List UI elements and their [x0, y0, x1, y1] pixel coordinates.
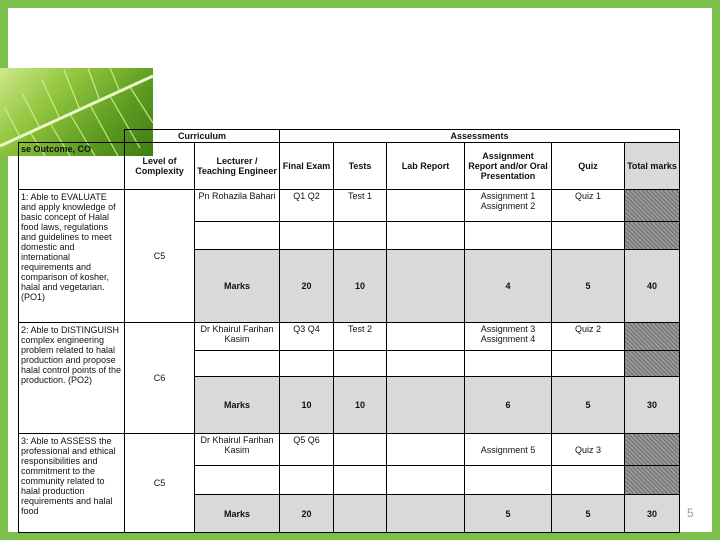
complexity-cell: C5 — [125, 190, 195, 323]
marks-total: 30 — [625, 377, 680, 434]
marks-quiz: 5 — [552, 495, 625, 533]
blank-header-cell — [19, 130, 125, 143]
lecturer-header: Lecturer / Teaching Engineer — [195, 143, 280, 190]
course-outcome-cell: 1: Able to EVALUATE and apply knowledge of basic concept of Halal food laws, regulations and guidelines to meet domestic and international requirements and comparison of kosher, halal and vegetarian. (PO1) — [19, 190, 125, 323]
assignment-cell: Assignment 1 Assignment 2 — [465, 190, 552, 222]
marks-lab-report — [387, 377, 465, 434]
empty-cell — [387, 466, 465, 495]
marks-final-exam: 10 — [280, 377, 334, 434]
final-exam-cell: Q3 Q4 — [280, 323, 334, 351]
empty-cell — [280, 222, 334, 250]
final-exam-cell: Q1 Q2 — [280, 190, 334, 222]
lab-report-cell — [387, 434, 465, 466]
slide-frame-bottom — [0, 532, 720, 540]
table-row — [19, 323, 680, 351]
empty-cell — [552, 466, 625, 495]
empty-cell — [195, 466, 280, 495]
lecturer-cell: Pn Rohazila Bahari — [195, 190, 280, 222]
empty-cell — [465, 222, 552, 250]
table-row — [19, 434, 680, 466]
total-cell-hatched — [625, 351, 680, 377]
marks-final-exam: 20 — [280, 495, 334, 533]
tests-cell: Test 2 — [334, 323, 387, 351]
marks-label: Marks — [195, 377, 280, 434]
empty-cell — [552, 351, 625, 377]
complexity-cell: C6 — [125, 323, 195, 434]
total-cell-hatched — [625, 190, 680, 222]
course-outcome-cell: 3: Able to ASSESS the professional and ethical responsibilities and commitment to the community related to halal production requirements and halal food — [19, 434, 125, 533]
complexity-cell: C5 — [125, 434, 195, 533]
total-cell-hatched — [625, 222, 680, 250]
marks-tests: 10 — [334, 377, 387, 434]
slide-frame-right — [712, 0, 720, 540]
marks-label: Marks — [195, 250, 280, 323]
assignment-cell: Assignment 5 — [465, 434, 552, 466]
empty-cell — [280, 466, 334, 495]
tests-cell — [334, 434, 387, 466]
assignment-cell: Assignment 3 Assignment 4 — [465, 323, 552, 351]
empty-cell — [465, 351, 552, 377]
final-exam-header: Final Exam — [280, 143, 334, 190]
marks-total: 40 — [625, 250, 680, 323]
marks-assignment: 5 — [465, 495, 552, 533]
empty-cell — [334, 466, 387, 495]
empty-cell — [334, 222, 387, 250]
marks-label: Marks — [195, 495, 280, 533]
quiz-cell: Quiz 3 — [552, 434, 625, 466]
empty-cell — [334, 351, 387, 377]
course-outcome-header: se Outcome, CO — [19, 143, 125, 190]
marks-lab-report — [387, 250, 465, 323]
assignment-header: Assignment Report and/or Oral Presentation — [465, 143, 552, 190]
column-header-row — [19, 143, 680, 190]
empty-cell — [195, 351, 280, 377]
marks-quiz: 5 — [552, 250, 625, 323]
quiz-cell: Quiz 1 — [552, 190, 625, 222]
marks-final-exam: 20 — [280, 250, 334, 323]
course-outcome-cell: 2: Able to DISTINGUISH complex engineering problem related to halal production and propose halal control points of the production. (PO2) — [19, 323, 125, 434]
assessments-header: Assessments — [280, 130, 680, 143]
empty-cell — [387, 222, 465, 250]
final-exam-cell: Q5 Q6 — [280, 434, 334, 466]
lecturer-cell: Dr Khairul Farihan Kasim — [195, 434, 280, 466]
marks-lab-report — [387, 495, 465, 533]
complexity-header: Level of Complexity — [125, 143, 195, 190]
page-number: 5 — [687, 506, 694, 520]
marks-tests: 10 — [334, 250, 387, 323]
tests-cell: Test 1 — [334, 190, 387, 222]
total-cell-hatched — [625, 323, 680, 351]
total-cell-hatched — [625, 434, 680, 466]
total-marks-header: Total marks — [625, 143, 680, 190]
lab-report-header: Lab Report — [387, 143, 465, 190]
marks-tests — [334, 495, 387, 533]
lab-report-cell — [387, 323, 465, 351]
empty-cell — [465, 466, 552, 495]
lab-report-cell — [387, 190, 465, 222]
quiz-header: Quiz — [552, 143, 625, 190]
marks-total: 30 — [625, 495, 680, 533]
empty-cell — [387, 351, 465, 377]
marks-assignment: 4 — [465, 250, 552, 323]
quiz-cell: Quiz 2 — [552, 323, 625, 351]
slide-frame-top — [0, 0, 720, 8]
curriculum-assessment-table — [18, 129, 680, 533]
empty-cell — [195, 222, 280, 250]
marks-quiz: 5 — [552, 377, 625, 434]
empty-cell — [280, 351, 334, 377]
lecturer-cell: Dr Khairul Farihan Kasim — [195, 323, 280, 351]
empty-cell — [552, 222, 625, 250]
table-row — [19, 190, 680, 222]
total-cell-hatched — [625, 466, 680, 495]
tests-header: Tests — [334, 143, 387, 190]
group-header-row — [19, 130, 680, 143]
curriculum-header: Curriculum — [125, 130, 280, 143]
marks-assignment: 6 — [465, 377, 552, 434]
